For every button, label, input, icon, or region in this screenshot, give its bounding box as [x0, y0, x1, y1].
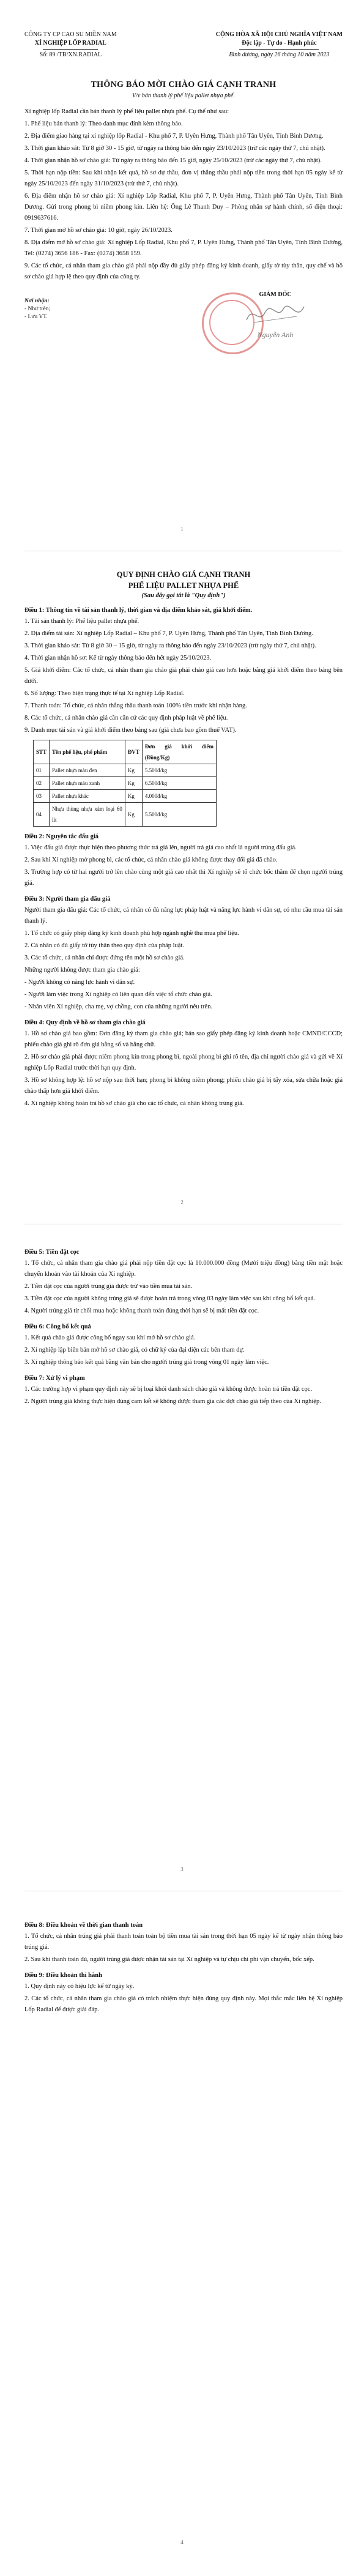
article-paragraph: 1. Việc đấu giá được thực hiện theo phương thức trả giá lên, người trả giá cao nhất là người trúng đấu giá.: [24, 844, 297, 851]
table-cell: 5.500đ/kg: [142, 764, 216, 777]
article-paragraph: 1. Tổ chức có giấy phép đăng ký kinh doanh phù hợp ngành nghề thu mua phế liệu.: [24, 930, 239, 937]
article-paragraph: 4. Xí nghiệp không hoàn trả hồ sơ chào giá cho các tổ chức, cá nhân không trúng giá.: [24, 1100, 244, 1107]
table-cell: 5.500đ/kg: [142, 803, 216, 827]
article-heading: Điều 9: Điều khoản thi hành: [24, 1972, 102, 1979]
table-cell: 4.000đ/kg: [142, 790, 216, 803]
notice-item: 5. Thời hạn nộp tiền: Sau khi nhận kết quả, hồ sơ dự thầu, đơn vị thắng thầu phải nộp tiền trong thời hạn 05 ngày kể từ ngày 25/10/2023 đến ngày 31/10/2023 (trừ thứ 7, chủ nhật).: [24, 169, 343, 187]
notice-item: 1. Phế liệu bán thanh lý: Theo danh mục đính kèm thông báo.: [24, 121, 183, 127]
column-header: Tên phế liệu, phế phẩm: [50, 740, 125, 764]
article-paragraph: 1. Hồ sơ chào giá bao gồm: Đơn đăng ký tham gia chào giá; bản sao giấy phép đăng ký kinh doanh hoặc CMND/CCCD; phiếu chào giá ghi rõ đơn giá bằng số và bằng chữ.: [24, 1030, 343, 1048]
signature-area: [24, 291, 343, 383]
article-paragraph: 3. Các tổ chức, cá nhân chỉ được đứng tên một hồ sơ chào giá.: [24, 955, 185, 961]
article-paragraph: 1. Tổ chức, cá nhân trúng giá phải thanh toán toàn bộ tiền mua tài sản trong thời hạn 05 ngày kể từ ngày nhận thông báo trúng giá.: [24, 1933, 343, 1951]
notice-item: 2. Địa điểm giao hàng tại xí nghiệp lốp Radial - Khu phố 7, P. Uyên Hưng, Thành phố Tân Uyên, Tỉnh Bình Dương.: [24, 133, 324, 140]
motto: Độc lập - Tự do - Hạnh phúc: [242, 40, 317, 47]
rules-subtitle: (Sau đây gọi tắt là "Quy định"): [141, 592, 226, 599]
divider: [43, 49, 98, 50]
article-paragraph: 1. Tài sản thanh lý: Phế liệu pallet nhựa phế.: [24, 618, 139, 625]
signer-name: Nguyễn Anh: [257, 330, 294, 339]
rules-title: [24, 569, 343, 591]
rules-body-continued: [24, 1247, 343, 1407]
receivers-block: [24, 297, 50, 321]
article-paragraph: 2. Sau khi thanh toán đủ, người trúng giá được nhận tài sản tại Xí nghiệp và tự chịu chi phí vận chuyển, bốc xếp.: [24, 1956, 314, 1963]
table-cell: Kg: [125, 764, 142, 777]
document-header: [24, 31, 343, 59]
rules-page-4: [24, 1915, 343, 2017]
article-paragraph: 6. Số lượng: Theo hiện trạng thực tế tại Xí nghiệp Lốp Radial.: [24, 690, 185, 697]
document-number: Số: 89 /TB/XN.RADIAL: [39, 51, 102, 58]
article-paragraph: 1. Các trường hợp vi phạm quy định này sẽ bị loại khỏi danh sách chào giá và không được hoàn trả tiền đặt cọc.: [24, 1386, 313, 1393]
receivers-label: Nơi nhận:: [24, 298, 50, 304]
signer-title: GIÁM ĐỐC: [259, 291, 292, 298]
table-cell: Pallet nhựa khác: [50, 790, 125, 803]
article-paragraph: 2. Tiền đặt cọc của người trúng giá được trừ vào tiền mua tài sản.: [24, 1283, 193, 1290]
table-cell: Kg: [125, 803, 142, 827]
page-number: 2: [180, 1199, 184, 1205]
article-paragraph: 4. Thời gian nhận hồ sơ: Kể từ ngày thông báo đến hết ngày 25/10/2023.: [24, 655, 212, 661]
article-paragraph: 3. Hồ sơ không hợp lệ: hồ sơ nộp sau thời hạn; phong bì không niêm phong; phiếu chào giá bị tẩy xóa, sửa chữa hoặc giá chào thấp hơn giá khởi điểm.: [24, 1077, 343, 1095]
article-heading: Điều 5: Tiền đặt cọc: [24, 1249, 80, 1256]
article-heading: Điều 6: Công bố kết quả: [24, 1323, 91, 1330]
table-cell: 03: [34, 790, 50, 803]
notice-page: [24, 31, 343, 383]
notice-item: 9. Các tổ chức, cá nhân tham gia chào giá phải nộp đầy đủ giấy phép đăng ký kinh doanh, giấy tờ tùy thân, quy chế và hồ sơ chào giá hợp lệ theo quy định của công ty.: [24, 262, 343, 280]
rules-title-line: QUY ĐỊNH CHÀO GIÁ CẠNH TRANH: [116, 570, 251, 579]
article-paragraph: Những người không được tham gia chào giá:: [24, 967, 140, 973]
table-cell: 01: [34, 764, 50, 777]
article-heading: Điều 3: Người tham gia đấu giá: [24, 896, 111, 903]
article-paragraph: 2. Người trúng giá không thực hiện đúng cam kết sẽ không được tham gia các đợt chào giá tiếp theo của Xí nghiệp.: [24, 1398, 321, 1405]
article-paragraph: 1. Tổ chức, cá nhân tham gia chào giá phải nộp tiền đặt cọc là 10.000.000 đồng (Mười triệu đồng) bằng tiền mặt hoặc chuyển khoản vào tài khoản của Xí nghiệp.: [24, 1260, 343, 1278]
notice-item: 8. Địa điểm mở hồ sơ chào giá: Xí nghiệp Lốp Radial, Khu phố 7, P. Uyên Hưng, Thành phố Tân Uyên, Tỉnh Bình Dương, Tel: (0274) 3656 186 - Fax: (0274) 3658 159.: [24, 239, 343, 257]
article-paragraph: Người tham gia đấu giá: Các tổ chức, cá nhân có đủ năng lực pháp luật và năng lực hành vi dân sự, có nhu cầu mua tài sản thanh lý.: [24, 907, 343, 925]
table-cell: 02: [34, 777, 50, 790]
company-seal-inner: [209, 300, 254, 345]
table-cell: Kg: [125, 777, 142, 790]
column-header: ĐVT: [125, 740, 142, 764]
article-paragraph: 2. Hồ sơ chào giá phải được niêm phong kín trong phong bì, ngoài phong bì ghi rõ tên, địa chỉ người chào giá và gửi về Xí nghiệp Lốp Radial trước thời hạn quy định.: [24, 1054, 343, 1071]
receiver: - Như trên;: [24, 306, 51, 312]
article-paragraph: 2. Sau khi Xí nghiệp mở phong bì, các tổ chức, cá nhân chào giá không được thay đổi giá đã chào.: [24, 857, 278, 863]
article-heading: Điều 2: Nguyên tắc đấu giá: [24, 833, 99, 840]
article-paragraph: 3. Trường hợp có từ hai người trở lên chào cùng một giá cao nhất thì Xí nghiệp sẽ tổ chức bốc thăm để chọn người trúng giá.: [24, 869, 343, 887]
page-number: 4: [180, 2539, 184, 2545]
article-paragraph: 2. Cá nhân có đủ giấy tờ tùy thân theo quy định của pháp luật.: [24, 942, 184, 949]
receiver: - Lưu VT.: [24, 314, 48, 320]
notice-intro: Xí nghiệp lốp Radial cần bán thanh lý phế liệu pallet nhựa phế. Cụ thể như sau:: [24, 108, 229, 115]
table-row: [34, 790, 217, 803]
article-heading: Điều 1: Thông tin về tài sản thanh lý, thời gian và địa điểm khảo sát, giá khởi điểm.: [24, 607, 253, 614]
company-name: CÔNG TY CP CAO SU MIỀN NAM: [24, 31, 117, 38]
article-paragraph: 5. Giá khởi điểm: Các tổ chức, cá nhân tham gia chào giá phải chào giá cao hơn hoặc bằng giá khởi điểm theo bảng bên dưới.: [24, 667, 343, 685]
table-row: [34, 764, 217, 777]
rules-pages: [24, 569, 343, 1111]
notice-body: [24, 106, 343, 283]
notice-item: 3. Thời gian khảo sát: Từ 8 giờ 30 - 15 giờ, từ ngày ra thông báo đến ngày 23/10/2023 (trừ các ngày thứ 7, chủ nhật).: [24, 145, 325, 152]
page-number: 3: [180, 1866, 184, 1872]
national-title: CỘNG HÒA XÃ HỘI CHỦ NGHĨA VIỆT NAM: [215, 31, 343, 38]
article-paragraph: 3. Tiền đặt cọc của người không trúng giá sẽ được hoàn trả trong vòng 03 ngày làm việc sau khi công bố kết quả.: [24, 1295, 316, 1302]
rules-body: [24, 605, 343, 1109]
rules-page-3: [24, 1242, 343, 1409]
issuer-block: [24, 31, 117, 59]
notice-item: 7. Thời gian mở hồ sơ chào giá: 10 giờ, ngày 26/10/2023.: [24, 227, 173, 234]
price-table: [33, 740, 217, 827]
table-cell: 6.500đ/kg: [142, 777, 216, 790]
article-heading: Điều 7: Xử lý vi phạm: [24, 1375, 85, 1382]
table-cell: 04: [34, 803, 50, 827]
table-cell: Pallet nhựa màu xanh: [50, 777, 125, 790]
column-header: STT: [34, 740, 50, 764]
table-cell: Kg: [125, 790, 142, 803]
article-paragraph: - Nhân viên Xí nghiệp, cha mẹ, vợ chồng, con của những người nêu trên.: [24, 1003, 213, 1010]
article-paragraph: - Người làm việc trong Xí nghiệp có liên quan đến việc tổ chức chào giá.: [24, 991, 212, 998]
signer-block: [220, 291, 330, 340]
rules-title-line: PHẾ LIỆU PALLET NHỰA PHẾ: [128, 581, 239, 590]
article-paragraph: - Người không có năng lực hành vi dân sự.: [24, 979, 135, 986]
notice-item: 6. Địa điểm nhận hồ sơ chào giá: Xí nghiệp Lốp Radial, Khu phố 7, P. Uyên Hưng, Thành phố Tân Uyên, Tỉnh Bình Dương. Gửi trong phong bì niêm phong kín. Liên hệ: Ông Lê Thanh Duy – Phòng nhân sự hành chính, số điện thoại: 0919637616.: [24, 193, 343, 221]
notice-subtitle: V/v bán thanh lý phế liệu pallet nhựa phế.: [132, 92, 235, 99]
document-date: Bình dương, ngày 26 tháng 10 năm 2023: [229, 51, 330, 58]
table-row: [34, 803, 217, 827]
rules-body-final: [24, 1920, 343, 2016]
notice-item: 4. Thời gian nhận hồ sơ chào giá: Từ ngày ra thông báo đến 15 giờ, ngày 25/10/2023 (trừ các ngày thứ 7, chủ nhật).: [24, 157, 322, 164]
table-cell: Pallet nhựa màu đen: [50, 764, 125, 777]
table-row: [34, 777, 217, 790]
article-paragraph: 8. Các tổ chức, cá nhân chào giá cần căn cứ các quy định pháp luật về phế liệu.: [24, 715, 228, 721]
table-cell: Nhựa thùng nhựa xám loại 60 lít: [50, 803, 125, 827]
page-number: 1: [180, 526, 184, 532]
article-paragraph: 3. Xí nghiệp thông báo kết quả bằng văn bản cho người trúng giá trong vòng 01 ngày làm việc.: [24, 1359, 269, 1366]
table-header-row: [34, 740, 217, 764]
column-header: Đơn giá khởi điểm (Đồng/Kg): [142, 740, 216, 764]
unit-name: XÍ NGHIỆP LỐP RADIAL: [34, 40, 106, 47]
article-paragraph: 2. Xí nghiệp lập biên bản mở hồ sơ chào giá, có chữ ký của đại diện các bên tham dự.: [24, 1347, 245, 1353]
article-paragraph: 7. Thanh toán: Tổ chức, cá nhân thắng thầu thanh toán 100% tiền trước khi nhận hàng.: [24, 702, 247, 709]
national-motto-block: [216, 31, 343, 59]
article-paragraph: 1. Kết quả chào giá được công bố ngay sau khi mở hồ sơ chào giá.: [24, 1335, 196, 1341]
article-heading: Điều 4: Quy định về hồ sơ tham gia chào giá: [24, 1019, 146, 1026]
divider: [239, 49, 319, 50]
article-paragraph: 4. Người trúng giá từ chối mua hoặc không thanh toán đúng thời hạn sẽ bị mất tiền đặt cọc.: [24, 1308, 259, 1314]
article-paragraph: 2. Địa điểm tài sản: Xí nghiệp Lốp Radial – Khu phố 7, P. Uyên Hưng, Thành phố Tân Uyên, Tỉnh Bình Dương.: [24, 630, 313, 637]
article-paragraph: 1. Quy định này có hiệu lực kể từ ngày ký.: [24, 1983, 135, 1990]
article-paragraph: 9. Danh mục tài sản và giá khởi điểm theo bảng sau (giá chưa bao gồm thuế VAT).: [24, 727, 237, 734]
article-paragraph: 2. Các tổ chức, cá nhân tham gia chào giá có trách nhiệm thực hiện đúng quy định này. Mọi thắc mắc liên hệ Xí nghiệp Lốp Radial để được giải đáp.: [24, 1995, 343, 2013]
notice-title: THÔNG BÁO MỜI CHÀO GIÁ CẠNH TRANH: [91, 80, 277, 89]
article-paragraph: 3. Thời gian khảo sát: Từ 8 giờ 30 – 15 giờ, từ ngày ra thông báo đến ngày 23/10/2023 (trừ ngày thứ 7, chủ nhật).: [24, 642, 316, 649]
article-heading: Điều 8: Điều khoản về thời gian thanh toán: [24, 1922, 143, 1929]
